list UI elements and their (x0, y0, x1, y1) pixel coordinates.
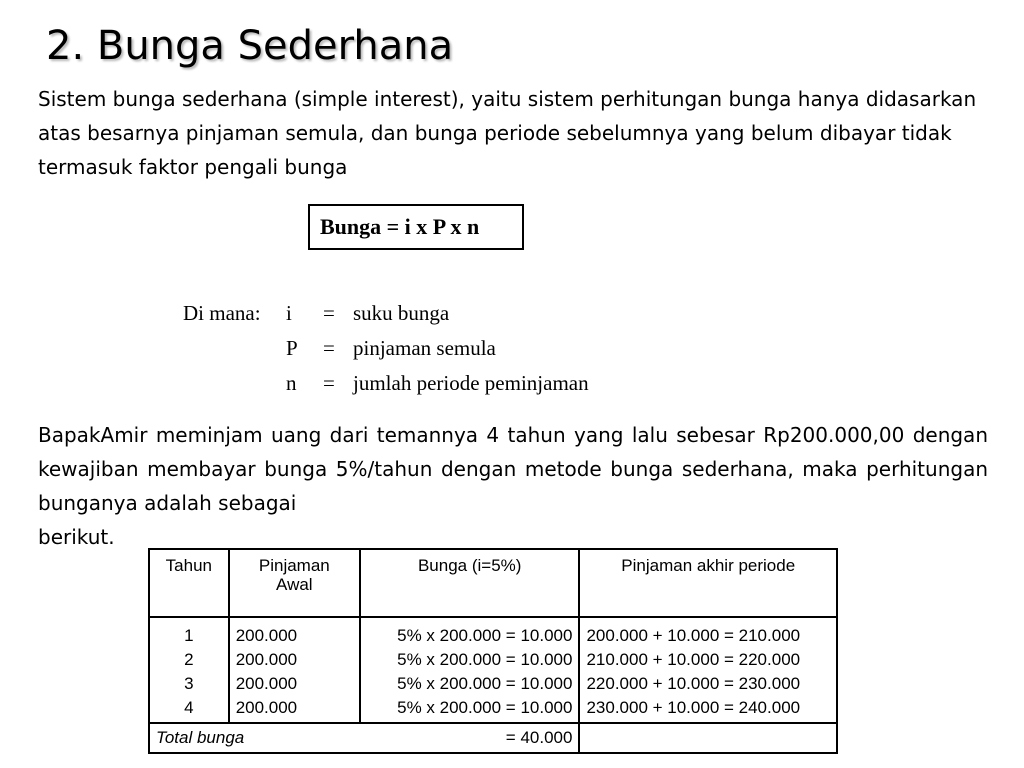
definition-text: pinjaman semula (353, 336, 496, 360)
table-cell: 2 (184, 650, 194, 669)
header-bunga: Bunga (i=5%) (360, 549, 580, 617)
header-awal-line1: Pinjaman (258, 556, 330, 575)
header-tahun: Tahun (149, 549, 229, 617)
formula-box: Bunga = i x P x n (308, 204, 524, 250)
header-awal-line2: Awal (276, 575, 313, 594)
table-cell: 1 (184, 626, 194, 645)
total-label: Total bunga (156, 728, 245, 747)
example-text: BapakAmir meminjam uang dari temannya 4 tahun yang lalu sebesar Rp200.000,00 dengan kewajiban membayar bunga 5%/tahun dengan metode bunga sederhana, maka perhitungan bunganya adalah sebagai (38, 423, 988, 515)
table-cell: 4 (184, 698, 194, 717)
table-cell: 200.000 (235, 626, 298, 645)
total-empty-cell (579, 723, 837, 753)
bunga-column (360, 617, 580, 723)
example-text-end: berikut. (38, 525, 115, 549)
interest-table (148, 548, 838, 754)
table-header-row (149, 549, 837, 617)
table-body-row (149, 617, 837, 723)
definition-text: jumlah periode peminjaman (353, 371, 589, 395)
definition-text: suku bunga (353, 301, 450, 325)
table-cell: 5% x 200.000 = 10.000 (397, 650, 573, 669)
definition-symbol: P (286, 336, 298, 360)
akhir-column (579, 617, 837, 723)
table-cell: 210.000 + 10.000 = 220.000 (586, 650, 801, 669)
definition-symbol: n (286, 371, 297, 395)
table-cell: 230.000 + 10.000 = 240.000 (586, 698, 801, 717)
definition-equals: = (323, 336, 335, 360)
table-cell: 3 (184, 674, 194, 693)
page-title: 2. Bunga Sederhana (46, 23, 454, 69)
table-cell: 5% x 200.000 = 10.000 (397, 674, 573, 693)
table-cell: 200.000 + 10.000 = 210.000 (586, 626, 801, 645)
header-pinjaman-awal (229, 549, 360, 617)
table-cell: 5% x 200.000 = 10.000 (397, 626, 573, 645)
table-cell: 220.000 + 10.000 = 230.000 (586, 674, 801, 693)
definition-symbol: i (286, 301, 292, 325)
table-cell: 200.000 (235, 698, 298, 717)
awal-column (229, 617, 360, 723)
table-cell: 200.000 (235, 650, 298, 669)
total-cell (149, 723, 579, 753)
intro-paragraph: Sistem bunga sederhana (simple interest), yaitu sistem perhitungan bunga hanya didasarkan atas besarnya pinjaman semula, dan bunga periode sebelumnya yang belum dibayar tidak termasuk faktor pengali bunga (38, 87, 977, 179)
tahun-column (149, 617, 229, 723)
definition-equals: = (323, 301, 335, 325)
header-pinjaman-akhir: Pinjaman akhir periode (579, 549, 837, 617)
table-cell: 5% x 200.000 = 10.000 (397, 698, 573, 717)
total-row (149, 723, 837, 753)
table-cell: 200.000 (235, 674, 298, 693)
example-paragraph (38, 418, 988, 554)
definitions-label: Di mana: (183, 301, 261, 325)
definition-equals: = (323, 371, 335, 395)
total-value: = 40.000 (505, 728, 573, 747)
